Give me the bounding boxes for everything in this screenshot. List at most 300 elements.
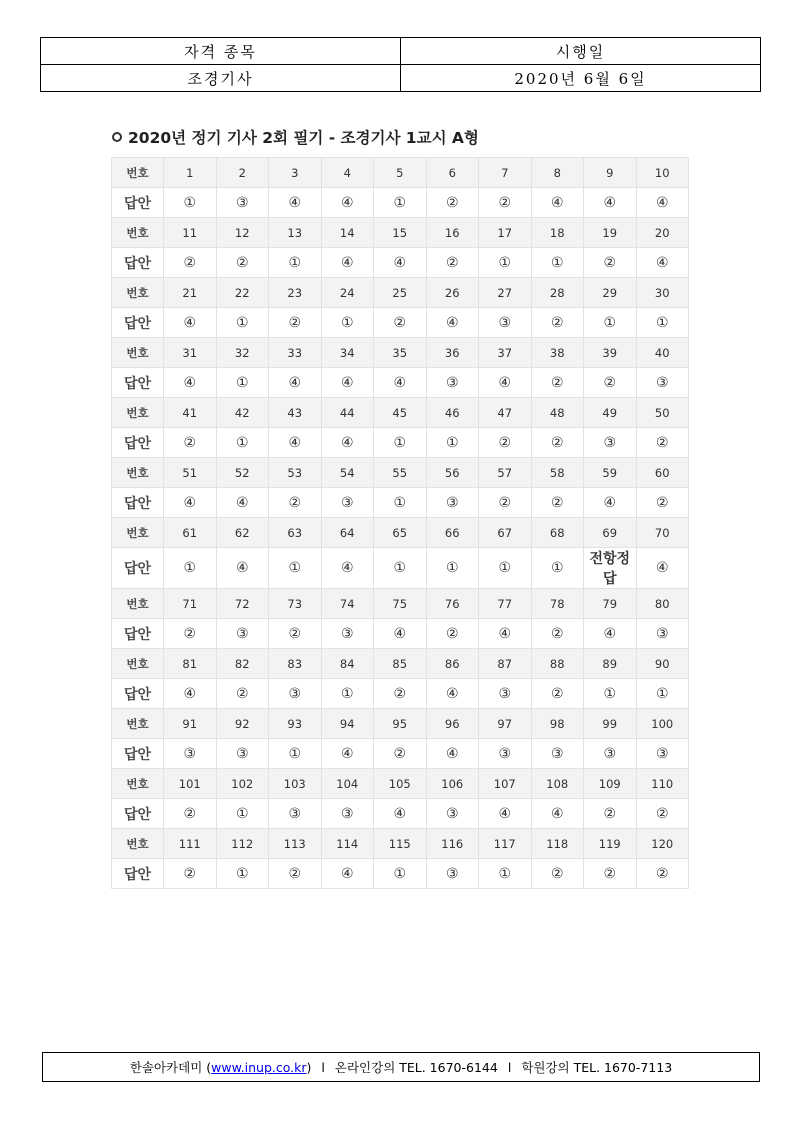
question-number-cell: 93: [269, 709, 322, 739]
question-number-cell: 35: [374, 338, 427, 368]
answer-row-label: 답안: [112, 859, 164, 889]
answer-cell: ④: [426, 308, 479, 338]
question-number-row: [112, 649, 689, 679]
answer-cell: ②: [531, 368, 584, 398]
answer-cell: ①: [164, 188, 217, 218]
answer-cell: ②: [531, 488, 584, 518]
answer-cell: ①: [164, 548, 217, 589]
answer-row: [112, 488, 689, 518]
answer-cell: ②: [584, 368, 637, 398]
answer-cell: ③: [321, 619, 374, 649]
answer-cell: ②: [269, 488, 322, 518]
answer-cell: ④: [374, 368, 427, 398]
answer-cell: ④: [321, 859, 374, 889]
answer-cell: ③: [636, 739, 689, 769]
subject-header: 자격 종목: [41, 38, 401, 65]
question-number-cell: 11: [164, 218, 217, 248]
answer-cell: ③: [321, 799, 374, 829]
answer-cell: ①: [479, 859, 532, 889]
answer-cell: ②: [216, 679, 269, 709]
answer-row: [112, 248, 689, 278]
answer-cell: ④: [164, 308, 217, 338]
number-row-label: 번호: [112, 218, 164, 248]
question-number-cell: 70: [636, 518, 689, 548]
answer-row-label: 답안: [112, 488, 164, 518]
answer-cell: ①: [636, 679, 689, 709]
question-number-cell: 91: [164, 709, 217, 739]
answer-cell: ③: [216, 188, 269, 218]
question-number-row: [112, 458, 689, 488]
answer-cell: ②: [269, 859, 322, 889]
question-number-cell: 85: [374, 649, 427, 679]
answer-row-label: 답안: [112, 368, 164, 398]
question-number-cell: 49: [584, 398, 637, 428]
answer-row: [112, 548, 689, 589]
answer-cell: ②: [531, 679, 584, 709]
question-number-cell: 20: [636, 218, 689, 248]
answer-cell: ②: [636, 488, 689, 518]
answer-cell: ④: [269, 428, 322, 458]
answer-cell: ②: [531, 428, 584, 458]
answer-cell: ①: [269, 248, 322, 278]
answer-cell: ①: [269, 548, 322, 589]
question-number-cell: 30: [636, 278, 689, 308]
question-number-cell: 34: [321, 338, 374, 368]
answer-cell: ①: [426, 428, 479, 458]
answer-cell: ④: [269, 368, 322, 398]
question-number-cell: 44: [321, 398, 374, 428]
question-number-cell: 71: [164, 589, 217, 619]
question-number-cell: 112: [216, 829, 269, 859]
number-row-label: 번호: [112, 158, 164, 188]
question-number-cell: 109: [584, 769, 637, 799]
question-number-cell: 62: [216, 518, 269, 548]
question-number-row: [112, 829, 689, 859]
answer-cell: ④: [321, 428, 374, 458]
answer-cell: ④: [374, 799, 427, 829]
question-number-row: [112, 398, 689, 428]
answer-cell: ④: [636, 548, 689, 589]
answer-cell: ③: [321, 488, 374, 518]
question-number-cell: 6: [426, 158, 479, 188]
answer-cell: ①: [374, 188, 427, 218]
answer-cell: ③: [479, 679, 532, 709]
question-number-cell: 79: [584, 589, 637, 619]
answer-cell: ①: [584, 308, 637, 338]
question-number-cell: 24: [321, 278, 374, 308]
question-number-cell: 98: [531, 709, 584, 739]
question-number-cell: 9: [584, 158, 637, 188]
question-number-cell: 67: [479, 518, 532, 548]
answer-cell: ④: [164, 488, 217, 518]
number-row-label: 번호: [112, 518, 164, 548]
question-number-row: [112, 518, 689, 548]
question-number-cell: 60: [636, 458, 689, 488]
answer-cell: ②: [531, 859, 584, 889]
answer-cell: 전항정답: [584, 548, 637, 589]
answer-cell: ②: [269, 308, 322, 338]
question-number-cell: 25: [374, 278, 427, 308]
question-number-cell: 17: [479, 218, 532, 248]
answer-cell: ②: [426, 248, 479, 278]
answer-cell: ③: [636, 368, 689, 398]
number-row-label: 번호: [112, 398, 164, 428]
question-number-cell: 37: [479, 338, 532, 368]
question-number-cell: 111: [164, 829, 217, 859]
question-number-cell: 97: [479, 709, 532, 739]
question-number-cell: 118: [531, 829, 584, 859]
question-number-cell: 4: [321, 158, 374, 188]
question-number-row: [112, 709, 689, 739]
question-number-cell: 47: [479, 398, 532, 428]
answer-cell: ③: [216, 739, 269, 769]
answer-row: [112, 368, 689, 398]
answer-cell: ②: [164, 428, 217, 458]
question-number-cell: 22: [216, 278, 269, 308]
question-number-cell: 65: [374, 518, 427, 548]
question-number-cell: 117: [479, 829, 532, 859]
number-row-label: 번호: [112, 769, 164, 799]
answer-cell: ④: [269, 188, 322, 218]
question-number-cell: 107: [479, 769, 532, 799]
question-number-cell: 88: [531, 649, 584, 679]
answer-cell: ④: [584, 619, 637, 649]
number-row-label: 번호: [112, 709, 164, 739]
question-number-row: [112, 158, 689, 188]
question-number-cell: 23: [269, 278, 322, 308]
answer-cell: ②: [479, 488, 532, 518]
answer-cell: ④: [584, 188, 637, 218]
question-number-cell: 21: [164, 278, 217, 308]
question-number-cell: 77: [479, 589, 532, 619]
answer-cell: ②: [164, 619, 217, 649]
date-header: 시행일: [401, 38, 761, 65]
footer-separator: l: [321, 1059, 325, 1075]
question-number-cell: 48: [531, 398, 584, 428]
answer-cell: ①: [321, 679, 374, 709]
question-number-row: [112, 218, 689, 248]
question-number-cell: 40: [636, 338, 689, 368]
online-lecture-phone: 온라인강의 TEL. 1670-6144: [334, 1060, 498, 1075]
answer-cell: ④: [479, 799, 532, 829]
offline-lecture-phone: 학원강의 TEL. 1670-7113: [521, 1060, 673, 1075]
question-number-cell: 27: [479, 278, 532, 308]
question-number-cell: 114: [321, 829, 374, 859]
question-number-cell: 16: [426, 218, 479, 248]
question-number-cell: 80: [636, 589, 689, 619]
question-number-cell: 78: [531, 589, 584, 619]
question-number-cell: 68: [531, 518, 584, 548]
answer-cell: ④: [321, 548, 374, 589]
question-number-cell: 36: [426, 338, 479, 368]
question-number-cell: 120: [636, 829, 689, 859]
answer-cell: ④: [426, 679, 479, 709]
question-number-cell: 94: [321, 709, 374, 739]
answer-cell: ①: [531, 548, 584, 589]
answer-cell: ④: [636, 248, 689, 278]
section-title-text: 2020년 정기 기사 2회 필기 - 조경기사 1교시 A형: [128, 129, 479, 147]
answer-cell: ②: [374, 679, 427, 709]
footer-separator: l: [507, 1059, 512, 1075]
answer-cell: ②: [584, 799, 637, 829]
question-number-cell: 26: [426, 278, 479, 308]
answer-cell: ②: [374, 308, 427, 338]
answer-cell: ①: [636, 308, 689, 338]
answer-row-label: 답안: [112, 308, 164, 338]
question-number-cell: 31: [164, 338, 217, 368]
question-number-cell: 33: [269, 338, 322, 368]
answer-cell: ②: [636, 428, 689, 458]
answer-cell: ④: [216, 488, 269, 518]
question-number-cell: 50: [636, 398, 689, 428]
question-number-cell: 8: [531, 158, 584, 188]
answer-cell: ③: [426, 799, 479, 829]
answer-cell: ①: [531, 248, 584, 278]
answer-cell: ④: [216, 548, 269, 589]
question-number-cell: 76: [426, 589, 479, 619]
question-number-cell: 43: [269, 398, 322, 428]
answer-cell: ①: [374, 548, 427, 589]
answer-row: [112, 188, 689, 218]
answer-cell: ④: [531, 799, 584, 829]
answer-cell: ③: [584, 428, 637, 458]
question-number-cell: 104: [321, 769, 374, 799]
exam-info-table: [40, 37, 761, 92]
answer-cell: ④: [531, 188, 584, 218]
answer-row: [112, 739, 689, 769]
question-number-cell: 41: [164, 398, 217, 428]
answer-cell: ①: [321, 308, 374, 338]
number-row-label: 번호: [112, 338, 164, 368]
answer-cell: ②: [164, 248, 217, 278]
answer-cell: ④: [479, 368, 532, 398]
answer-cell: ②: [584, 859, 637, 889]
answer-cell: ①: [216, 799, 269, 829]
answer-cell: ③: [426, 368, 479, 398]
question-number-cell: 72: [216, 589, 269, 619]
answer-key-table: [111, 157, 689, 889]
answer-cell: ④: [584, 488, 637, 518]
question-number-cell: 69: [584, 518, 637, 548]
answer-cell: ④: [374, 248, 427, 278]
question-number-cell: 87: [479, 649, 532, 679]
question-number-cell: 81: [164, 649, 217, 679]
question-number-cell: 14: [321, 218, 374, 248]
question-number-cell: 51: [164, 458, 217, 488]
question-number-cell: 73: [269, 589, 322, 619]
question-number-cell: 100: [636, 709, 689, 739]
question-number-cell: 29: [584, 278, 637, 308]
answer-cell: ①: [374, 428, 427, 458]
question-number-cell: 82: [216, 649, 269, 679]
question-number-cell: 96: [426, 709, 479, 739]
answer-cell: ②: [269, 619, 322, 649]
question-number-cell: 39: [584, 338, 637, 368]
question-number-cell: 19: [584, 218, 637, 248]
footer-contact-bar: 한솔아카데미 ( www.inup.co.kr ) l 온라인강의 TEL. 1670-6144 l 학원강의 TEL. 1670-7113: [42, 1052, 760, 1082]
question-number-cell: 64: [321, 518, 374, 548]
question-number-cell: 2: [216, 158, 269, 188]
question-number-cell: 116: [426, 829, 479, 859]
question-number-cell: 84: [321, 649, 374, 679]
answer-row: [112, 799, 689, 829]
answer-row-label: 답안: [112, 428, 164, 458]
question-number-cell: 90: [636, 649, 689, 679]
question-number-cell: 28: [531, 278, 584, 308]
question-number-cell: 45: [374, 398, 427, 428]
question-number-cell: 15: [374, 218, 427, 248]
answer-cell: ①: [426, 548, 479, 589]
website-link[interactable]: www.inup.co.kr: [211, 1059, 307, 1075]
answer-row: [112, 679, 689, 709]
answer-cell: ④: [164, 368, 217, 398]
answer-row-label: 답안: [112, 799, 164, 829]
answer-cell: ③: [479, 739, 532, 769]
question-number-cell: 46: [426, 398, 479, 428]
answer-cell: ①: [479, 548, 532, 589]
question-number-cell: 66: [426, 518, 479, 548]
question-number-cell: 38: [531, 338, 584, 368]
answer-cell: ③: [636, 619, 689, 649]
answer-cell: ①: [216, 428, 269, 458]
answer-cell: ③: [531, 739, 584, 769]
question-number-cell: 113: [269, 829, 322, 859]
question-number-row: [112, 278, 689, 308]
answer-cell: ①: [269, 739, 322, 769]
question-number-cell: 101: [164, 769, 217, 799]
answer-cell: ④: [426, 739, 479, 769]
question-number-cell: 108: [531, 769, 584, 799]
subject-value: 조경기사: [41, 65, 401, 92]
question-number-cell: 95: [374, 709, 427, 739]
number-row-label: 번호: [112, 649, 164, 679]
date-value: 2020년 6월 6일: [401, 65, 761, 92]
answer-cell: ②: [426, 188, 479, 218]
question-number-cell: 32: [216, 338, 269, 368]
answer-row-label: 답안: [112, 548, 164, 589]
answer-cell: ④: [321, 739, 374, 769]
question-number-cell: 59: [584, 458, 637, 488]
question-number-cell: 18: [531, 218, 584, 248]
answer-cell: ②: [426, 619, 479, 649]
answer-cell: ①: [584, 679, 637, 709]
question-number-cell: 105: [374, 769, 427, 799]
question-number-row: [112, 589, 689, 619]
question-number-cell: 10: [636, 158, 689, 188]
question-number-cell: 12: [216, 218, 269, 248]
question-number-cell: 106: [426, 769, 479, 799]
question-number-cell: 99: [584, 709, 637, 739]
answer-cell: ②: [531, 619, 584, 649]
question-number-cell: 42: [216, 398, 269, 428]
question-number-cell: 61: [164, 518, 217, 548]
answer-cell: ②: [636, 799, 689, 829]
answer-cell: ④: [636, 188, 689, 218]
question-number-cell: 5: [374, 158, 427, 188]
question-number-cell: 74: [321, 589, 374, 619]
question-number-cell: 110: [636, 769, 689, 799]
question-number-row: [112, 769, 689, 799]
question-number-cell: 63: [269, 518, 322, 548]
answer-cell: ②: [216, 248, 269, 278]
answer-row-label: 답안: [112, 248, 164, 278]
answer-cell: ①: [216, 859, 269, 889]
answer-row-label: 답안: [112, 188, 164, 218]
answer-row: [112, 619, 689, 649]
question-number-cell: 83: [269, 649, 322, 679]
answer-cell: ④: [321, 248, 374, 278]
answer-row-label: 답안: [112, 739, 164, 769]
circle-bullet-icon: [112, 132, 122, 142]
answer-cell: ④: [374, 619, 427, 649]
question-number-cell: 1: [164, 158, 217, 188]
question-number-cell: 75: [374, 589, 427, 619]
answer-cell: ①: [374, 488, 427, 518]
answer-cell: ③: [426, 859, 479, 889]
answer-cell: ②: [479, 428, 532, 458]
answer-cell: ①: [216, 368, 269, 398]
question-number-cell: 89: [584, 649, 637, 679]
answer-cell: ③: [164, 739, 217, 769]
question-number-cell: 58: [531, 458, 584, 488]
answer-cell: ③: [216, 619, 269, 649]
answer-cell: ②: [479, 188, 532, 218]
answer-section-title: [112, 126, 479, 148]
answer-cell: ③: [584, 739, 637, 769]
question-number-cell: 54: [321, 458, 374, 488]
answer-cell: ④: [321, 188, 374, 218]
question-number-cell: 86: [426, 649, 479, 679]
academy-name: 한솔아카데미: [129, 1060, 203, 1075]
question-number-row: [112, 338, 689, 368]
answer-cell: ③: [269, 679, 322, 709]
question-number-cell: 119: [584, 829, 637, 859]
answer-cell: ②: [584, 248, 637, 278]
answer-cell: ②: [374, 739, 427, 769]
answer-row-label: 답안: [112, 619, 164, 649]
answer-cell: ④: [164, 679, 217, 709]
number-row-label: 번호: [112, 278, 164, 308]
answer-cell: ②: [531, 308, 584, 338]
number-row-label: 번호: [112, 589, 164, 619]
question-number-cell: 103: [269, 769, 322, 799]
question-number-cell: 56: [426, 458, 479, 488]
answer-cell: ②: [636, 859, 689, 889]
answer-cell: ②: [164, 859, 217, 889]
answer-cell: ③: [269, 799, 322, 829]
answer-cell: ③: [479, 308, 532, 338]
answer-cell: ①: [216, 308, 269, 338]
answer-row: [112, 859, 689, 889]
question-number-cell: 7: [479, 158, 532, 188]
question-number-cell: 52: [216, 458, 269, 488]
number-row-label: 번호: [112, 458, 164, 488]
question-number-cell: 13: [269, 218, 322, 248]
answer-cell: ③: [426, 488, 479, 518]
question-number-cell: 3: [269, 158, 322, 188]
question-number-cell: 92: [216, 709, 269, 739]
question-number-cell: 57: [479, 458, 532, 488]
question-number-cell: 55: [374, 458, 427, 488]
question-number-cell: 53: [269, 458, 322, 488]
answer-row-label: 답안: [112, 679, 164, 709]
answer-cell: ②: [164, 799, 217, 829]
answer-cell: ④: [479, 619, 532, 649]
answer-cell: ①: [374, 859, 427, 889]
question-number-cell: 102: [216, 769, 269, 799]
question-number-cell: 115: [374, 829, 427, 859]
answer-row: [112, 428, 689, 458]
